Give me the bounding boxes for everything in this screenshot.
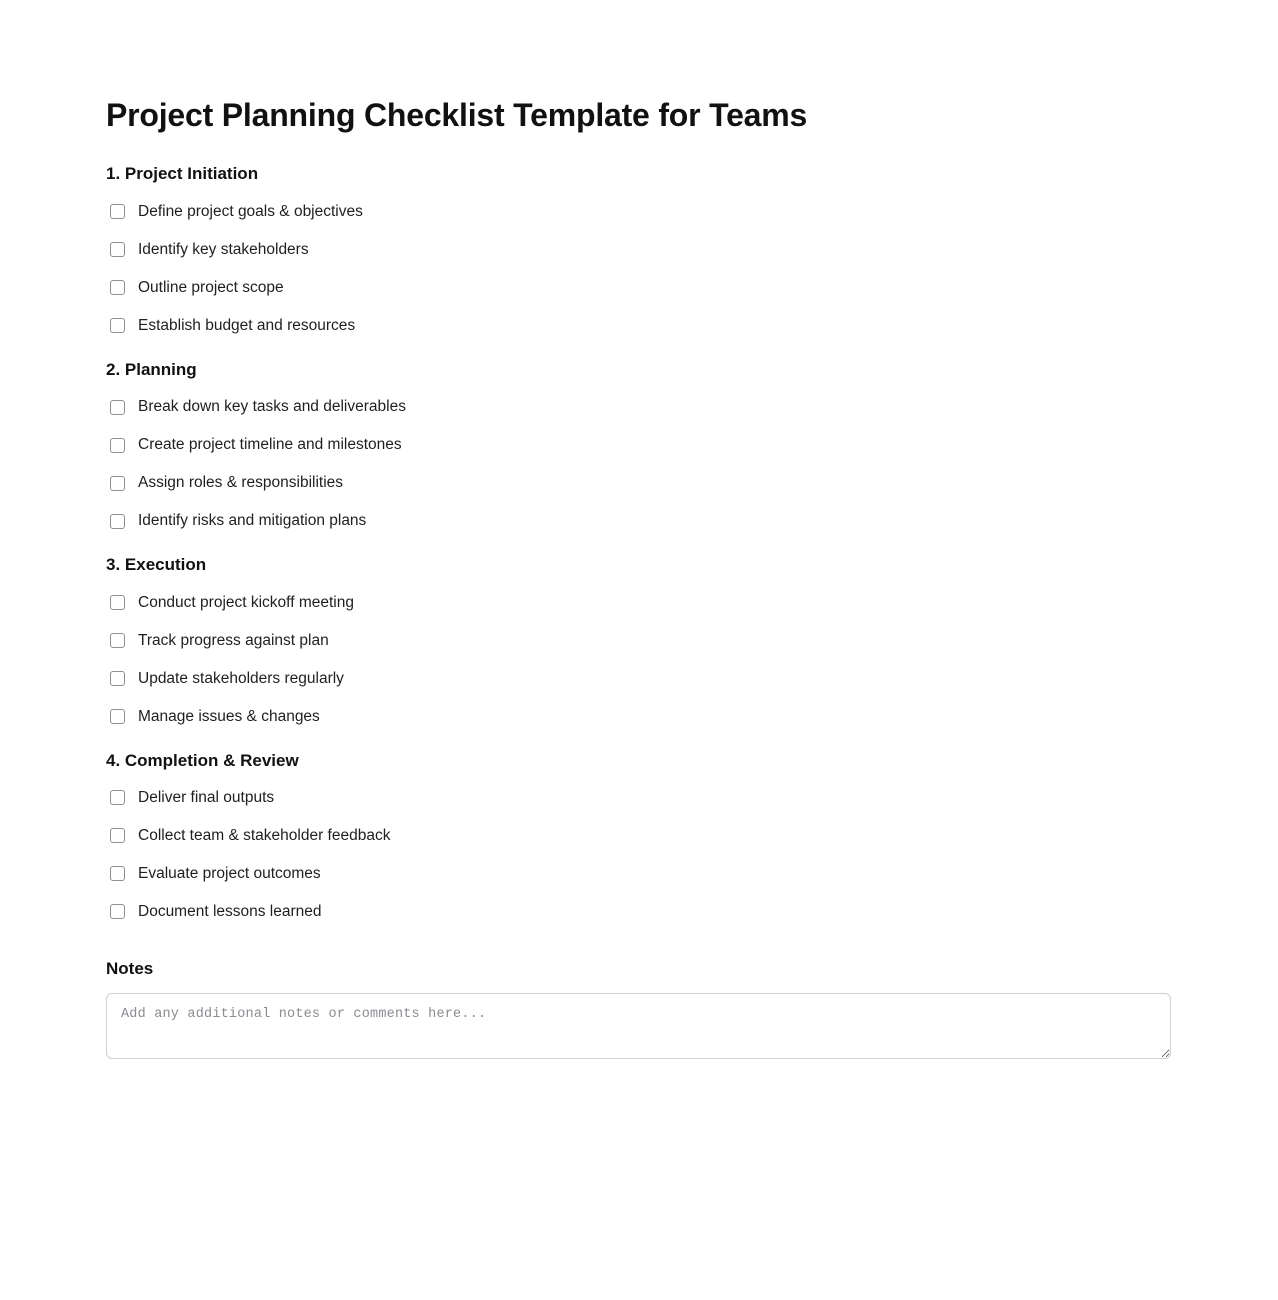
checkbox-icon[interactable]: [110, 400, 125, 415]
checklist-sections: [106, 164, 1171, 925]
checklist-item[interactable]: [106, 861, 1171, 887]
bottom-spacer: [106, 1059, 1171, 1239]
checklist-item-label: Deliver final outputs: [138, 788, 275, 806]
checklist-item[interactable]: [106, 432, 1171, 458]
checklist-item-label: Conduct project kickoff meeting: [138, 593, 354, 611]
checklist-item[interactable]: [106, 508, 1171, 534]
checkbox-icon[interactable]: [110, 204, 125, 219]
checkbox-icon[interactable]: [110, 633, 125, 648]
checklist-section: [106, 164, 1171, 338]
checklist-item[interactable]: [106, 394, 1171, 420]
checkbox-icon[interactable]: [110, 671, 125, 686]
checklist-item-label: Evaluate project outcomes: [138, 864, 321, 882]
checklist-item-label: Define project goals & objectives: [138, 202, 363, 220]
checklist-item[interactable]: [106, 237, 1171, 263]
checkbox-icon[interactable]: [110, 709, 125, 724]
checklist-item[interactable]: [106, 899, 1171, 925]
section-heading: 1. Project Initiation: [106, 164, 259, 184]
checkbox-icon[interactable]: [110, 904, 125, 919]
checklist-item[interactable]: [106, 666, 1171, 692]
section-heading: 3. Execution: [106, 555, 207, 575]
checkbox-icon[interactable]: [110, 790, 125, 805]
section-heading: 2. Planning: [106, 359, 197, 379]
page-title: Project Planning Checklist Template for Teams: [106, 97, 808, 133]
checklist-item-label: Assign roles & responsibilities: [138, 474, 344, 492]
checklist-item-label: Collect team & stakeholder feedback: [138, 826, 391, 844]
checklist-item-label: Establish budget and resources: [138, 316, 356, 334]
checklist: [106, 785, 1171, 925]
section-heading: 4. Completion & Review: [106, 750, 299, 770]
checkbox-icon[interactable]: [110, 828, 125, 843]
checklist-item[interactable]: [106, 275, 1171, 301]
checklist-item-label: Manage issues & changes: [138, 707, 320, 725]
checklist-item[interactable]: [106, 313, 1171, 339]
checkbox-icon[interactable]: [110, 476, 125, 491]
checkbox-icon[interactable]: [110, 318, 125, 333]
checkbox-icon[interactable]: [110, 438, 125, 453]
checklist-item[interactable]: [106, 199, 1171, 225]
checklist-item-label: Track progress against plan: [138, 631, 329, 649]
notes-section: [106, 959, 1171, 1059]
checklist-item-label: Update stakeholders regularly: [138, 669, 344, 687]
checklist-item-label: Identify risks and mitigation plans: [138, 512, 367, 530]
checklist-item-label: Break down key tasks and deliverables: [138, 398, 406, 416]
checklist-item[interactable]: [106, 628, 1171, 654]
checklist-item-label: Outline project scope: [138, 278, 284, 296]
checkbox-icon[interactable]: [110, 280, 125, 295]
checkbox-icon[interactable]: [110, 242, 125, 257]
checklist-item[interactable]: [106, 823, 1171, 849]
checklist-item[interactable]: [106, 704, 1171, 730]
checklist-item[interactable]: [106, 470, 1171, 496]
checklist: [106, 394, 1171, 534]
checklist: [106, 199, 1171, 339]
checklist-section: [106, 360, 1171, 534]
checklist-item-label: Document lessons learned: [138, 902, 322, 920]
checklist-section: [106, 555, 1171, 729]
checkbox-icon[interactable]: [110, 866, 125, 881]
notes-input[interactable]: [106, 993, 1171, 1059]
checklist-section: [106, 751, 1171, 925]
checklist-item-label: Create project timeline and milestones: [138, 436, 402, 454]
checklist: [106, 590, 1171, 730]
checkbox-icon[interactable]: [110, 595, 125, 610]
checklist-item-label: Identify key stakeholders: [138, 240, 309, 258]
checkbox-icon[interactable]: [110, 514, 125, 529]
checklist-item[interactable]: [106, 785, 1171, 811]
checklist-item[interactable]: [106, 590, 1171, 616]
notes-heading: Notes: [106, 958, 154, 978]
